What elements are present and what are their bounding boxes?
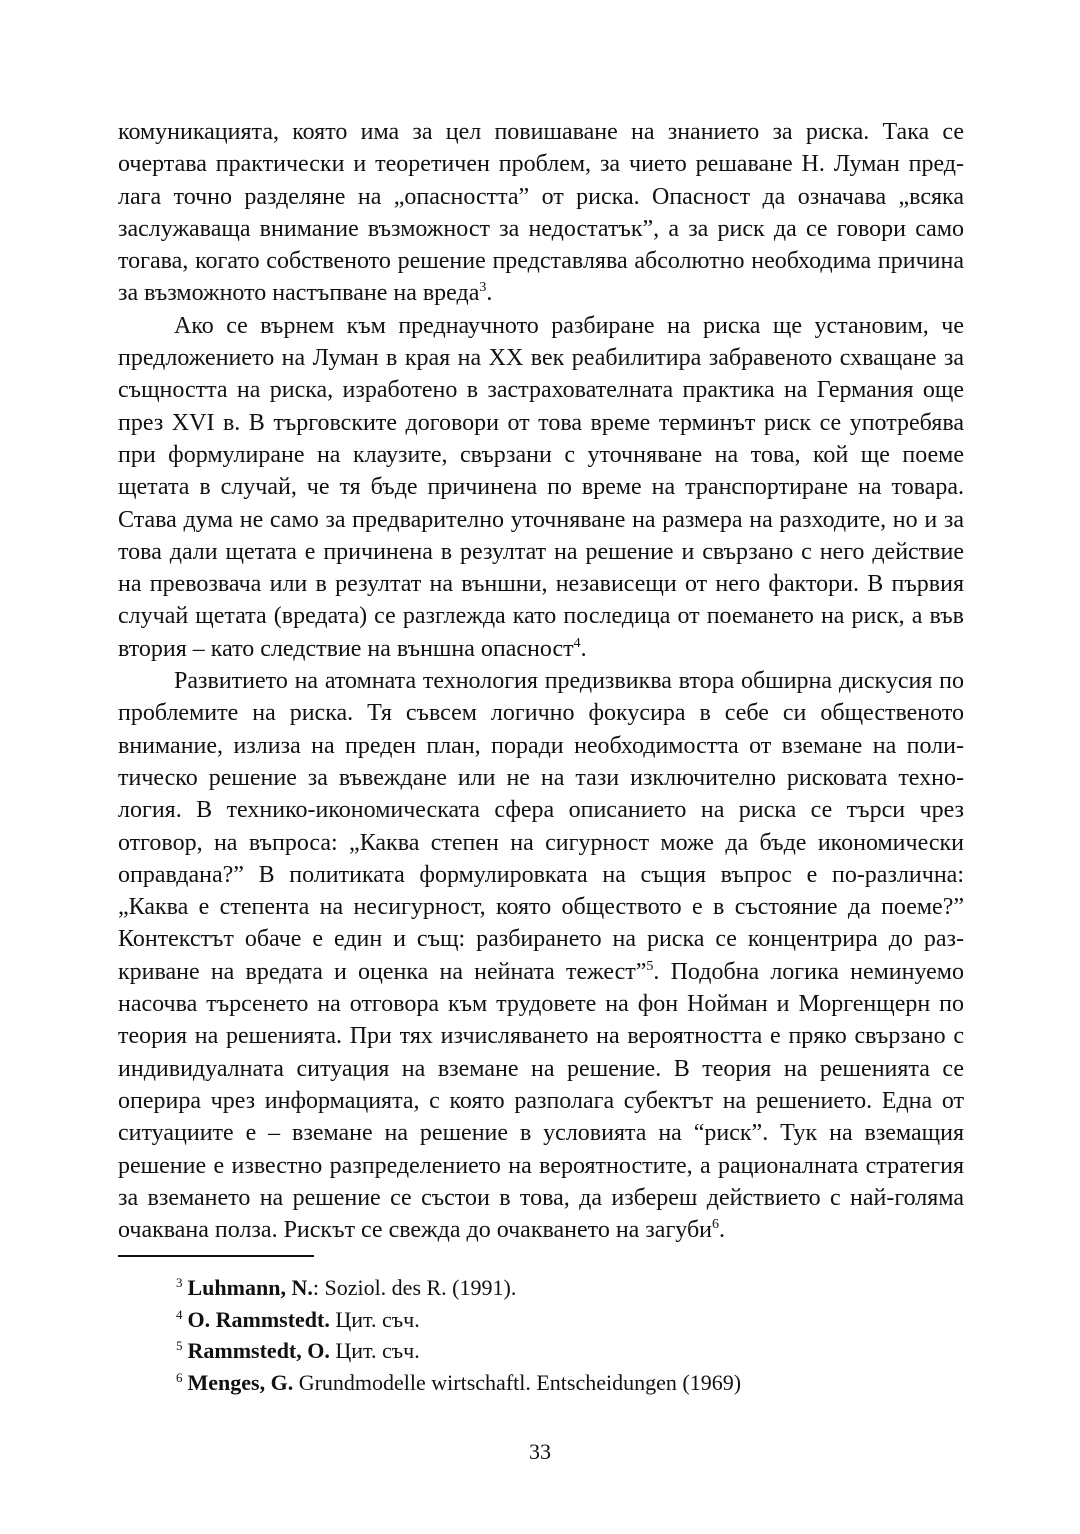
footnote-number: 6 [176, 1369, 183, 1385]
footnote-author: Menges, G. [187, 1369, 294, 1395]
footnote-author: Rammstedt, O. [187, 1338, 330, 1363]
footnote-number: 4 [176, 1306, 183, 1322]
paragraph-1-text: комуникацията, която има за цел повишаване на знанието за риска. Така се очертава практически и теоретичен проблем, за чието решаване Н. Луман предлага точно разделяне на „опасността” от риска. Опасност да означава „всяка заслужаваща внимание възможност за недостатък”, а за риск да се говори само тогава, когато собственото решение представлява абсолютно необходима причина за възможното настъпване на вреда [118, 119, 964, 307]
footnote-5 [176, 1335, 966, 1367]
footnote-4 [176, 1304, 966, 1336]
paragraph-1 [118, 116, 964, 310]
footnote-6 [176, 1367, 966, 1399]
footnote-number: 3 [176, 1275, 183, 1290]
footnote-author: O. Rammstedt. [187, 1306, 330, 1332]
footnote-text: Grundmodelle wirtschaftl. Entscheidungen (1969) [293, 1369, 742, 1395]
page-body [118, 116, 964, 1246]
paragraph-2 [118, 310, 964, 665]
footnote-ref-4[interactable]: 4 [573, 635, 581, 651]
paragraph-3-end: . [719, 1217, 726, 1244]
paragraph-3-text-a: Развитието на атомната технология предизвиква втора обширна дискусия по проблемите на риска. Тя съвсем логично фокусира в себе си общественото внимание, излиза на преден план, поради необходимостта от вземане на политическо решение за въвеждане или не на тази изключително рисковата технология. В технико-икономическата сфера описанието на риска се търси чрез отговор, на въпроса: „Каква степен на сигурност може да бъде икономически оправдана?” В политиката формулировката на същия въпрос е по-различна: „Каква е степента на несигурност, която обществото е в състояние да поеме?” Контекстът обаче е един и същ: разбирането на риска се концентрира до разкриване на вредата и оценка на нейната тежест” [118, 668, 964, 985]
page-number: 33 [529, 1439, 551, 1464]
paragraph-2-text: Ако се върнем към преднаучното разбиране на риска ще установим, че предложението на Луман в края на XX век реабилитира забравеното схващане за същността на риска, изработено в застрахователната практика на Германия още през XVI в. В търговските договори от това време терминът риск се употребява при формулиране на клаузите, свързани с уточняване на това, кой ще поеме щетата в случай, че тя бъде причинена по време на транспортиране на товара. Става дума не само за предварително уточняване на размера на разходите, но и за това дали щетата е причинена в резултат на решение и свързано с него действие на превозвача или в резултат на външни, независещи от него фактори. В първия случай щетата (вредата) се разглежда като последица от поемането на риск, а във втория – като следствие на външна опасност [118, 312, 964, 662]
footnote-author: Luhmann, N. [187, 1275, 313, 1300]
footnote-ref-3[interactable]: 3 [479, 280, 487, 296]
paragraph-3-text-b: . Подобна логика неминуемо насочва търсенето на отговора към трудовете на фон Нойман и Моргенщерн по теория на решенията. При тях изчисляването на вероятността е пряко свързано с индивидуалната ситуация на вземане на решение. В теория на решенията се оперира чрез информацията, с която разполага субектът на решението. Една от ситуациите е – вземане на решение в условията на “риск”. Тук на вземащия решение е известно разпределението на вероятностите, а рационалната стратегия за вземането на решение се състои в това, да избереш действието с най-голяма очаквана полза. Рискът се свежда до очакването на загуби [118, 958, 964, 1244]
footnote-text: Цит. съч. [329, 1306, 420, 1332]
footnote-ref-5[interactable]: 5 [646, 958, 654, 974]
paragraph-3 [118, 665, 964, 1246]
footnote-ref-6[interactable]: 6 [712, 1217, 720, 1233]
footnote-text: : Soziol. des R. (1991). [312, 1275, 517, 1300]
footnote-3 [176, 1272, 966, 1304]
paragraph-1-end: . [486, 280, 493, 307]
paragraph-2-end: . [580, 635, 587, 662]
footnote-separator [118, 1255, 314, 1257]
footnote-number: 5 [176, 1338, 183, 1353]
footnote-text: Цит. съч. [329, 1338, 420, 1363]
footnotes [176, 1272, 966, 1398]
